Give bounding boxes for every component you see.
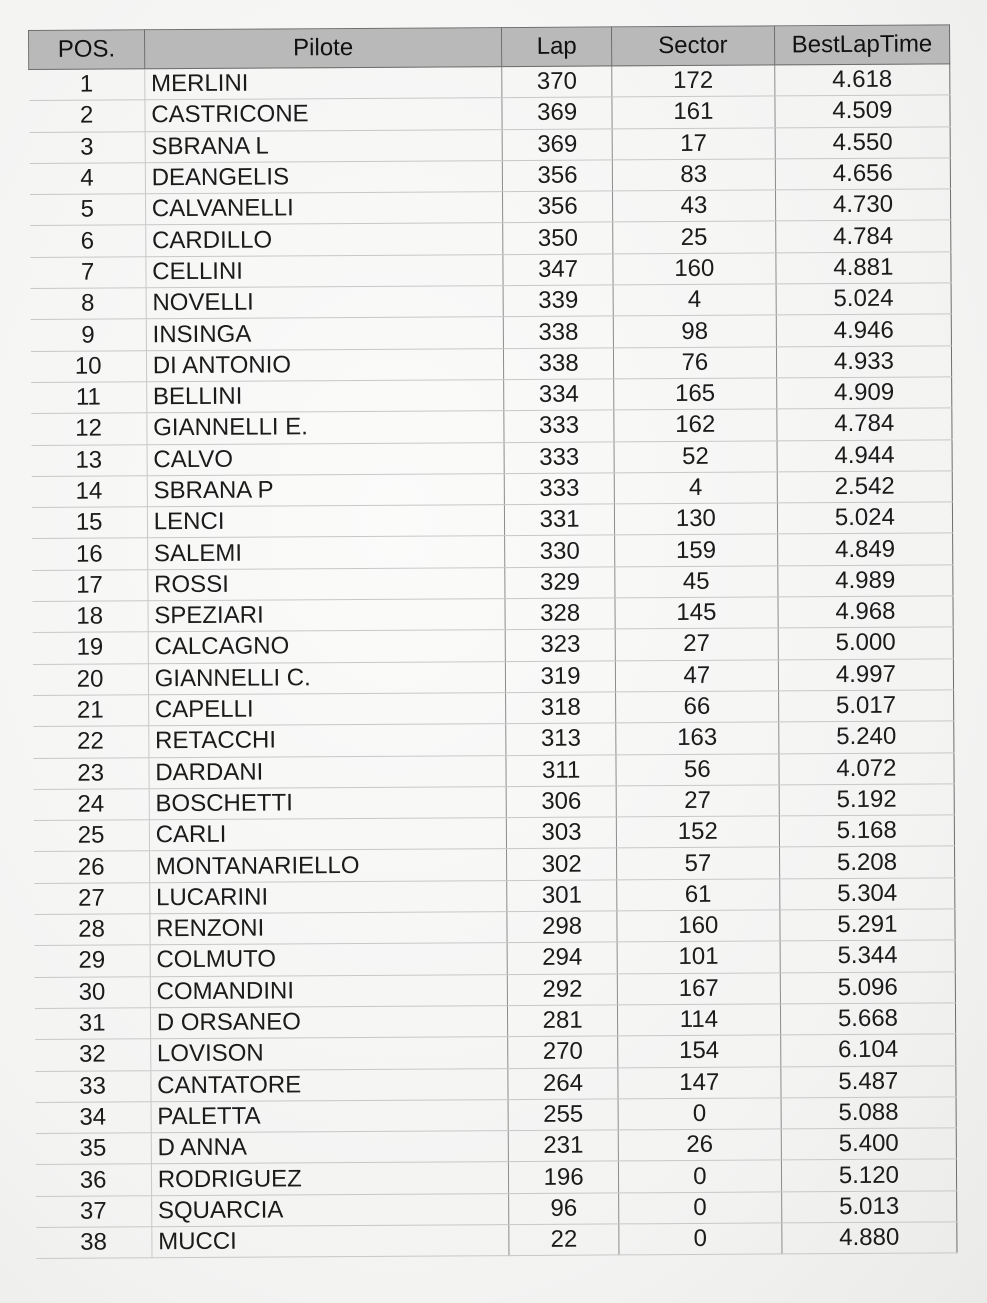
cell-best-lap-time: 5.192 [779,784,954,816]
cell-pos: 18 [32,601,148,633]
cell-pilot: CASTRICONE [145,98,503,131]
cell-pilot: PALETTA [151,1099,509,1132]
cell-pos: 15 [31,507,147,539]
cell-pos: 6 [30,225,146,257]
cell-sector: 160 [617,910,780,942]
cell-best-lap-time: 5.304 [779,878,954,910]
cell-lap: 338 [504,348,614,380]
cell-best-lap-time: 5.096 [780,971,955,1003]
cell-pilot: GIANNELLI E. [147,411,505,444]
cell-best-lap-time: 4.509 [775,95,950,127]
cell-pos: 12 [31,413,147,445]
cell-pos: 3 [29,131,145,163]
cell-pilot: CAPELLI [148,693,506,726]
table-body [29,64,957,1259]
cell-sector: 45 [615,566,778,598]
cell-lap: 369 [502,129,612,161]
cell-lap: 302 [507,848,617,880]
cell-lap: 338 [504,316,614,348]
cell-best-lap-time: 5.487 [781,1065,956,1097]
cell-best-lap-time: 5.017 [778,690,953,722]
cell-pos: 36 [35,1164,151,1196]
cell-pos: 4 [29,163,145,195]
header-pilot: Pilote [144,28,502,69]
cell-pilot: D ANNA [151,1131,509,1164]
cell-lap: 306 [506,786,616,818]
cell-pos: 23 [33,757,149,789]
cell-lap: 356 [503,160,613,192]
cell-pos: 33 [35,1070,151,1102]
cell-pilot: LENCI [147,505,505,538]
cell-sector: 114 [617,1004,780,1036]
cell-best-lap-time: 4.997 [778,658,953,690]
cell-lap: 264 [508,1067,618,1099]
cell-sector: 61 [617,879,780,911]
cell-pilot: COLMUTO [150,943,508,976]
cell-pilot: CARLI [149,818,507,851]
cell-lap: 231 [509,1130,619,1162]
cell-pos: 10 [30,350,146,382]
cell-sector: 145 [615,597,778,629]
cell-best-lap-time: 5.400 [781,1128,956,1160]
cell-lap: 323 [505,629,615,661]
cell-pilot: RENZONI [150,912,508,945]
cell-pos: 20 [32,663,148,695]
cell-sector: 25 [613,221,776,253]
cell-pilot: MONTANARIELLO [149,849,507,882]
cell-sector: 17 [612,128,775,160]
cell-pilot: D ORSANEO [150,1005,508,1038]
cell-pos: 26 [34,851,150,883]
cell-lap: 333 [504,473,614,505]
cell-pilot: BOSCHETTI [149,786,507,819]
cell-lap: 22 [509,1224,619,1256]
cell-best-lap-time: 5.013 [781,1191,956,1223]
cell-sector: 56 [616,753,779,785]
cell-sector: 154 [618,1035,781,1067]
cell-lap: 329 [505,567,615,599]
cell-best-lap-time: 4.618 [775,64,950,96]
cell-sector: 101 [617,941,780,973]
cell-sector: 160 [613,253,776,285]
cell-lap: 311 [506,754,616,786]
cell-pilot: SBRANA L [145,129,503,162]
cell-pilot: MUCCI [152,1225,510,1258]
header-pos: POS. [29,30,145,70]
cell-best-lap-time: 4.849 [777,533,952,565]
cell-lap: 281 [508,1005,618,1037]
cell-lap: 328 [505,598,615,630]
cell-pilot: DI ANTONIO [146,348,504,381]
cell-sector: 163 [616,722,779,754]
cell-sector: 162 [614,409,777,441]
cell-pilot: LOVISON [150,1037,508,1070]
cell-pos: 1 [29,69,145,101]
cell-pilot: BELLINI [146,380,504,413]
cell-best-lap-time: 5.344 [780,940,955,972]
cell-sector: 57 [616,847,779,879]
cell-lap: 334 [504,379,614,411]
cell-pos: 31 [34,1008,150,1040]
cell-sector: 4 [614,472,777,504]
cell-best-lap-time: 5.024 [777,502,952,534]
cell-sector: 27 [616,785,779,817]
cell-sector: 130 [614,503,777,535]
cell-pos: 5 [30,194,146,226]
cell-lap: 294 [507,942,617,974]
cell-best-lap-time: 2.542 [777,471,952,503]
cell-sector: 47 [615,660,778,692]
cell-best-lap-time: 5.120 [781,1159,956,1191]
cell-pos: 29 [34,945,150,977]
header-best-lap-time: BestLapTime [774,25,949,65]
cell-pilot: SQUARCIA [151,1193,509,1226]
cell-best-lap-time: 4.730 [775,189,950,221]
cell-pos: 9 [30,319,146,351]
cell-lap: 255 [508,1099,618,1131]
cell-lap: 319 [506,661,616,693]
cell-best-lap-time: 4.909 [776,377,951,409]
cell-best-lap-time: 5.208 [779,846,954,878]
cell-pilot: CARDILLO [145,223,503,256]
cell-lap: 303 [507,817,617,849]
cell-best-lap-time: 6.104 [780,1034,955,1066]
cell-sector: 147 [618,1066,781,1098]
cell-lap: 356 [503,191,613,223]
cell-best-lap-time: 4.946 [776,314,951,346]
cell-best-lap-time: 4.784 [777,408,952,440]
cell-pos: 22 [33,726,149,758]
header-row [29,25,950,70]
cell-pos: 38 [36,1227,152,1259]
cell-pilot: INSINGA [146,317,504,350]
cell-pilot: SBRANA P [147,473,505,506]
cell-pos: 21 [33,695,149,727]
cell-best-lap-time: 4.968 [778,596,953,628]
cell-sector: 0 [618,1160,781,1192]
table-row [36,1222,957,1259]
cell-best-lap-time: 5.240 [779,721,954,753]
cell-pos: 27 [34,882,150,914]
cell-pilot: RETACCHI [149,724,507,757]
cell-sector: 66 [615,691,778,723]
cell-sector: 165 [614,378,777,410]
cell-sector: 152 [616,816,779,848]
cell-pos: 14 [31,476,147,508]
cell-pilot: CANTATORE [151,1068,509,1101]
cell-sector: 43 [612,190,775,222]
cell-best-lap-time: 5.168 [779,815,954,847]
cell-pos: 30 [34,976,150,1008]
cell-pos: 19 [32,632,148,664]
cell-sector: 52 [614,440,777,472]
cell-pilot: CALCAGNO [148,630,506,663]
cell-lap: 350 [503,222,613,254]
cell-pilot: ROSSI [148,567,506,600]
cell-sector: 0 [618,1098,781,1130]
cell-pos: 25 [33,820,149,852]
race-results-table [28,24,957,1259]
cell-best-lap-time: 4.784 [775,220,950,252]
cell-sector: 0 [619,1192,782,1224]
cell-pos: 35 [35,1133,151,1165]
cell-lap: 369 [502,97,612,129]
cell-lap: 292 [508,974,618,1006]
cell-lap: 270 [508,1036,618,1068]
cell-pos: 2 [29,100,145,132]
cell-pilot: SALEMI [147,536,505,569]
cell-pos: 32 [35,1039,151,1071]
cell-pos: 7 [30,257,146,289]
cell-best-lap-time: 4.944 [777,439,952,471]
cell-lap: 318 [506,692,616,724]
cell-pilot: DEANGELIS [145,160,503,193]
cell-lap: 196 [509,1161,619,1193]
cell-pos: 17 [32,570,148,602]
cell-sector: 4 [613,284,776,316]
cell-best-lap-time: 4.550 [775,126,950,158]
cell-lap: 96 [509,1193,619,1225]
cell-lap: 339 [503,285,613,317]
cell-lap: 313 [506,723,616,755]
cell-lap: 347 [503,254,613,286]
cell-pilot: CALVO [147,442,505,475]
cell-sector: 159 [614,534,777,566]
header-lap: Lap [502,27,612,67]
cell-lap: 370 [502,66,612,98]
cell-pilot: GIANNELLI C. [148,661,506,694]
cell-pilot: CELLINI [146,254,504,287]
cell-best-lap-time: 4.989 [778,565,953,597]
cell-sector: 26 [618,1129,781,1161]
cell-sector: 172 [612,65,775,97]
cell-lap: 333 [504,410,614,442]
cell-lap: 333 [504,441,614,473]
cell-pos: 13 [31,444,147,476]
cell-pilot: DARDANI [149,755,507,788]
cell-pilot: CALVANELLI [145,192,503,225]
cell-lap: 331 [505,504,615,536]
cell-pos: 8 [30,288,146,320]
cell-lap: 330 [505,535,615,567]
cell-sector: 0 [619,1223,782,1255]
cell-pos: 34 [35,1102,151,1134]
cell-sector: 161 [612,96,775,128]
cell-best-lap-time: 4.656 [775,158,950,190]
cell-best-lap-time: 5.291 [780,909,955,941]
cell-best-lap-time: 5.024 [776,283,951,315]
cell-best-lap-time: 4.880 [782,1222,957,1254]
results-table-wrapper [28,24,957,1259]
cell-pilot: SPEZIARI [148,599,506,632]
table-header [29,25,950,70]
cell-best-lap-time: 4.881 [776,252,951,284]
cell-sector: 76 [613,347,776,379]
header-sector: Sector [611,26,774,66]
cell-pilot: RODRIGUEZ [151,1162,509,1195]
cell-pos: 11 [31,382,147,414]
cell-pos: 24 [33,789,149,821]
cell-lap: 301 [507,880,617,912]
cell-best-lap-time: 5.000 [778,627,953,659]
cell-sector: 83 [612,159,775,191]
cell-pilot: COMANDINI [150,974,508,1007]
cell-best-lap-time: 4.072 [779,752,954,784]
cell-sector: 27 [615,628,778,660]
cell-pilot: MERLINI [144,67,502,100]
cell-lap: 298 [507,911,617,943]
cell-best-lap-time: 5.668 [780,1003,955,1035]
cell-best-lap-time: 5.088 [781,1097,956,1129]
cell-pilot: LUCARINI [149,880,507,913]
cell-pilot: NOVELLI [146,286,504,319]
cell-pos: 28 [34,914,150,946]
cell-best-lap-time: 4.933 [776,346,951,378]
cell-sector: 98 [613,315,776,347]
cell-pos: 37 [36,1195,152,1227]
cell-sector: 167 [617,973,780,1005]
cell-pos: 16 [32,538,148,570]
